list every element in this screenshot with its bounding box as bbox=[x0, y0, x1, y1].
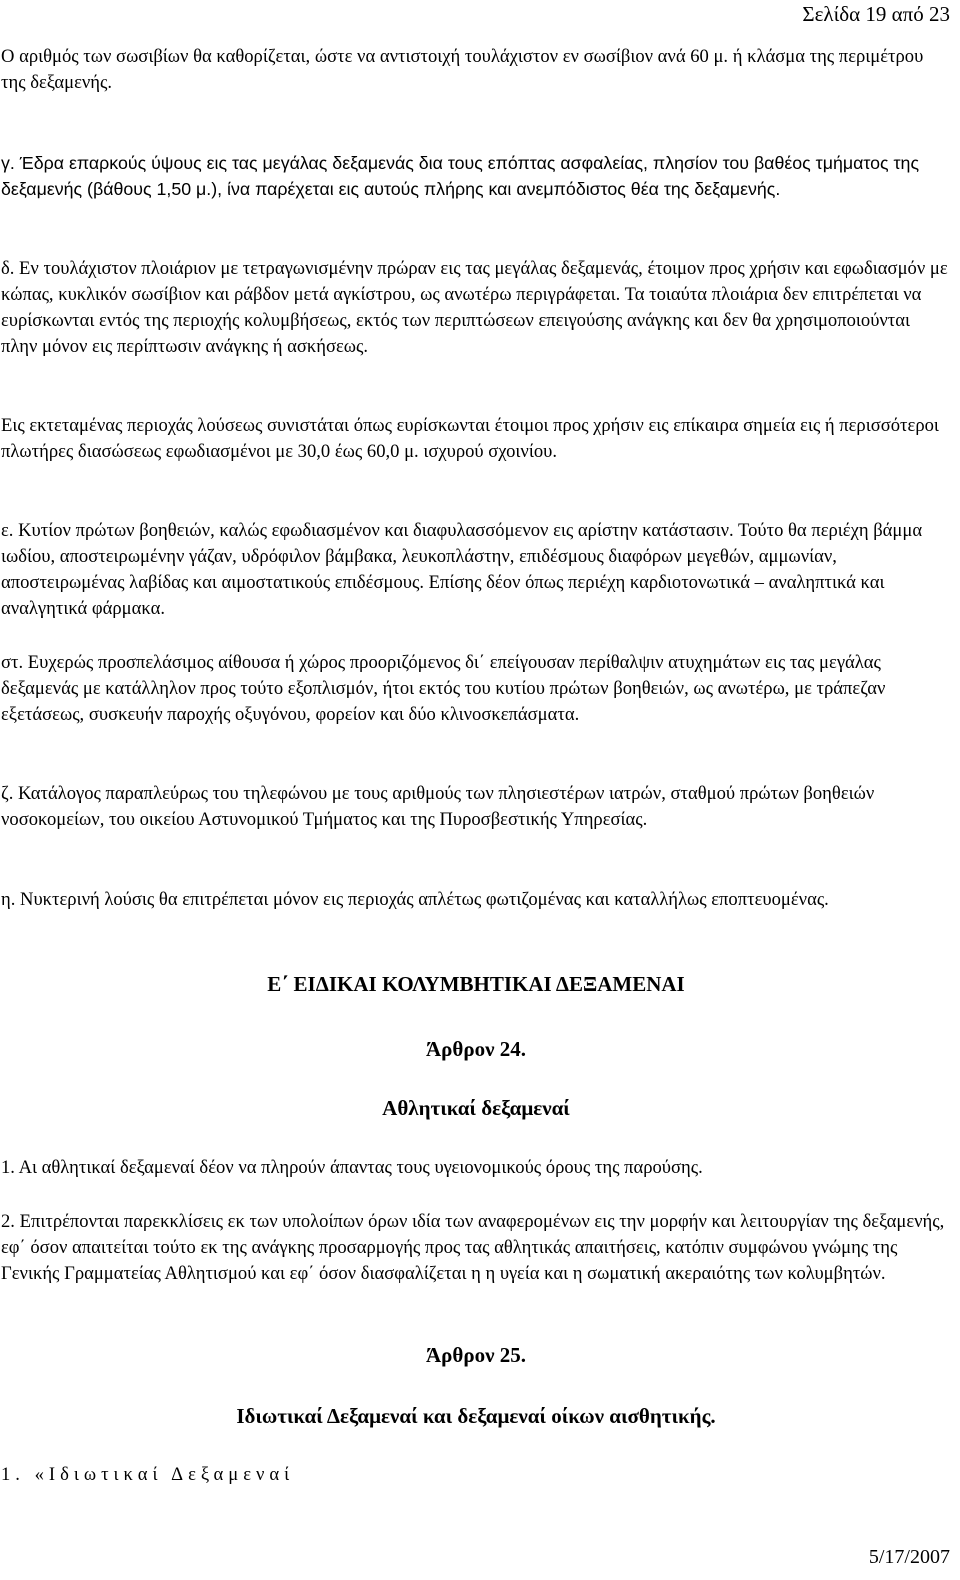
page-number: Σελίδα 19 από 23 bbox=[802, 2, 950, 26]
paragraph-lifebuoys: Ο αριθμός των σωσιβίων θα καθορίζεται, ώστε να αντιστοιχή τουλάχιστον εν σωσίβιον ανά 60 μ. ή κλάσμα της περιμέτρου της δεξαμενής. bbox=[1, 46, 924, 93]
footer-date: 5/17/2007 bbox=[868, 1546, 950, 1568]
article-24-title: Αθλητικαί δεξαμεναί bbox=[382, 1096, 570, 1120]
paragraph-item-e: ε. Κυτίον πρώτων βοηθειών, καλώς εφωδιασμένον και διαφυλασσόμενον εις αρίστην κατάστασιν. Τούτο θα περιέχη βάμμα ιωδίου, αποστειρωμένην γάζαν, υδρόφιλον βάμβακα, λευκοπλάστην, επιδέσμους διαφόρων μεγεθών, αμμωνίαν, αποστειρωμένας λαβίδας και αιμοστατικούς επιδέσμους. Επίσης δέον όπως περιέχη καρδιοτονωτικά – αναληπτικά και αναλγητικά φάρμακα. bbox=[1, 520, 923, 619]
paragraph-item-g: γ. Έδρα επαρκούς ύψους εις τας μεγάλας δεξαμενάς δια τους επόπτας ασφαλείας, πλησίον του βαθέος τμήματος της δεξαμενής (βάθους 1,50 μ.), ίνα παρέχεται εις αυτούς πλήρης και ανεμπόδιστος θέα της δεξαμενής. bbox=[1, 153, 920, 199]
article-25-paragraph-1: 1. «Ιδιωτικαί Δεξαμεναί bbox=[1, 1464, 295, 1485]
article-24-paragraph-2: 2. Επιτρέπονται παρεκκλίσεις εκ των υπολοίπων όρων ιδία των αναφερομένων εις την μορφήν και λειτουργίαν της δεξαμενής, εφ΄ όσον απαιτείται τούτο εκ της ανάγκης προσαρμογής προς τας αθλητικάς απαιτήσεις, κατόπιν συμφώνου γνώμης της Γενικής Γραμματείας Αθλητισμού και εφ΄ όσον διασφαλίζεται η η υγεία και η σωματική ακεραιότης των κολυμβητών. bbox=[1, 1211, 945, 1284]
article-25-title: Ιδιωτικαί Δεξαμεναί και δεξαμεναί οίκων αισθητικής. bbox=[236, 1404, 716, 1428]
paragraph-item-i: η. Νυκτερινή λούσις θα επιτρέπεται μόνον εις περιοχάς απλέτως φωτιζομένας και καταλλήλως εποπτευομένας. bbox=[1, 889, 829, 910]
article-24-paragraph-1: 1. Αι αθλητικαί δεξαμεναί δέον να πληρούν άπαντας τους υγειονομικούς όρους της παρούσης. bbox=[1, 1157, 703, 1178]
paragraph-item-st: στ. Ευχερώς προσπελάσιμος αίθουσα ή χώρος προοριζόμενος δι΄ επείγουσαν περίθαλψιν ατυχημάτων εις τας μεγάλας δεξαμενάς με κατάλληλον προς τούτο εξοπλισμόν, ήτοι εκτός του κυτίου πρώτων βοηθειών, ως ανωτέρω, με τράπεζαν εξετάσεως, συσκευήν παροχής οξυγόνου, φορείον και δύο κλινοσκεπάσματα. bbox=[1, 652, 886, 725]
article-25-number: Άρθρον 25. bbox=[426, 1343, 526, 1367]
article-24-number: Άρθρον 24. bbox=[426, 1037, 526, 1061]
paragraph-item-z: ζ. Κατάλογος παραπλεύρως του τηλεφώνου με τους αριθμούς των πλησιεστέρων ιατρών, σταθμού πρώτων βοηθειών νοσοκομείων, του οικείου Αστυνομικού Τμήματος και της Πυροσβεστικής Υπηρεσίας. bbox=[1, 783, 875, 830]
paragraph-item-d: δ. Εν τουλάχιστον πλοιάριον με τετραγωνισμένην πρώραν εις τας μεγάλας δεξαμενάς, έτοιμον προς χρήσιν και εφωδιασμόν με κώπας, κυκλικόν σωσίβιον και ράβδον μετά αγκίστρου, ως ανωτέρω περιγράφεται. Τα τοιαύτα πλοιάρια δεν επιτρέπεται να ευρίσκωνται εντός της περιοχής κολυμβήσεως, εκτός των περιπτώσεων επειγούσης ανάγκης και δεν θα χρησιμοποιούνται πλην μόνον εις περίπτωσιν ανάγκης ή ασκήσεως. bbox=[1, 258, 948, 357]
section-title: Ε΄ ΕΙΔΙΚΑΙ ΚΟΛΥΜΒΗΤΙΚΑΙ ΔΕΞΑΜΕΝΑΙ bbox=[267, 972, 685, 996]
paragraph-bathing-areas: Εις εκτεταμένας περιοχάς λούσεως συνιστάται όπως ευρίσκωνται έτοιμοι προς χρήσιν εις επίκαιρα σημεία εις ή περισσότεροι πλωτήρες διασώσεως εφωδιασμένοι με 30,0 έως 60,0 μ. ισχυρού σχοινίου. bbox=[1, 415, 939, 462]
